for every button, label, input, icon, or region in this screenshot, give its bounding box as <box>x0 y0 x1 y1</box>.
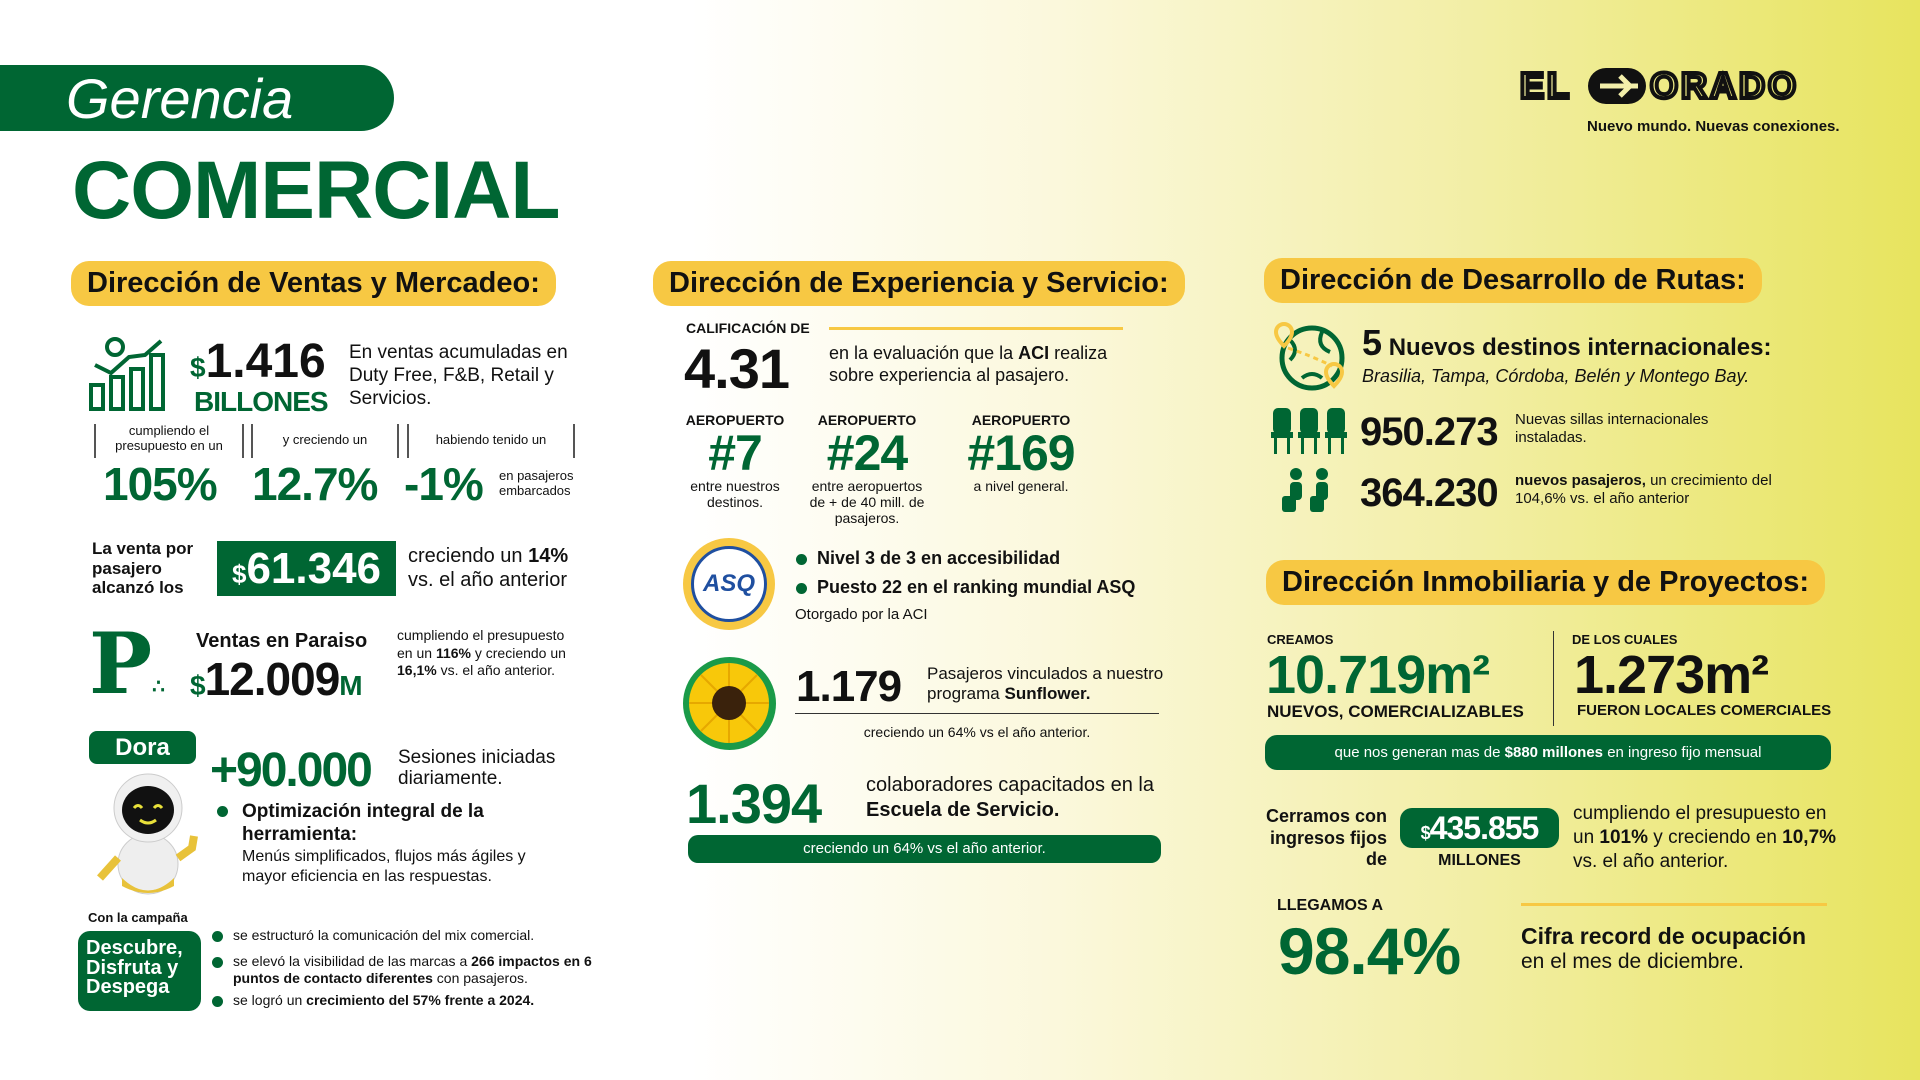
section-rutas-title: Dirección de Desarrollo de Rutas: <box>1264 258 1762 303</box>
logo-tagline: Nuevo mundo. Nuevas conexiones. <box>1587 118 1840 135</box>
dora-bullet: Optimización integral de la herramienta: Menús simplificados, flujos más ágiles y mayor eficiencia en las respuestas. <box>217 801 557 887</box>
asq-bullet-2: Puesto 22 en el ranking mundial ASQ <box>796 577 1135 598</box>
of-which-desc: FUERON LOCALES COMERCIALES <box>1577 702 1832 719</box>
pax-desc: nuevos pasajeros, un crecimiento del 104,6% vs. el año anterior <box>1515 472 1772 507</box>
of-which-value: 1.273m² <box>1574 645 1769 705</box>
inmob-divider <box>1553 631 1554 726</box>
stat-label-1: cumpliendo el presupuesto en un <box>94 424 244 458</box>
sales-chart-icon <box>89 335 167 416</box>
paraiso-title: Ventas en Paraiso <box>196 630 368 652</box>
stat-suffix-3: en pasajeros embarcados <box>499 468 574 498</box>
created-value: 10.719m² <box>1266 645 1490 705</box>
eldorado-logo <box>1520 66 1838 111</box>
occupancy-divider <box>1521 903 1827 906</box>
rank-item: AEROPUERTO #7 entre nuestros destinos. <box>685 412 785 511</box>
sunflower-desc: Pasajeros vinculados a nuestro programa Sunflower. <box>927 664 1164 704</box>
svg-text:EL: EL <box>1520 66 1573 106</box>
stat-label-3: habiendo tenido un <box>407 424 575 458</box>
closed-value: $435.855 <box>1400 808 1559 848</box>
campaign-bullet: se elevó la visibilidad de las marcas a 266 impactos en 6 puntos de contacto diferentes con pasajeros. <box>212 953 592 987</box>
sunflower-divider <box>795 713 1159 714</box>
sales-desc: En ventas acumuladas en Duty Free, F&B, Retail y Servicios. <box>349 342 568 409</box>
dora-sessions: +90.000 <box>210 744 371 797</box>
dora-robot-icon <box>92 768 204 901</box>
asq-bullet-1: Nivel 3 de 3 en accesibilidad <box>796 548 1060 569</box>
pax-value: 364.230 <box>1360 471 1498 515</box>
paraiso-value: $12.009M <box>190 653 362 705</box>
school-desc: colaboradores capacitados en la Escuela de Servicio. <box>866 774 1154 821</box>
rating-divider <box>829 327 1123 330</box>
rank-item: AEROPUERTO #169 a nivel general. <box>967 412 1075 494</box>
gerencia-title: Gerencia <box>66 67 294 130</box>
occupancy-value: 98.4% <box>1278 914 1461 988</box>
sunflower-icon <box>683 657 776 750</box>
school-growth-bar: creciendo un 64% vs el año anterior. <box>688 835 1161 863</box>
rating-value: 4.31 <box>684 337 789 400</box>
per-pax-growth: creciendo un 14% vs. el año anterior <box>408 545 569 591</box>
income-bar: que nos generan mas de $880 millones en ingreso fijo mensual <box>1265 735 1831 770</box>
closed-unit: MILLONES <box>1438 852 1521 869</box>
dora-badge: Dora <box>89 731 196 764</box>
dest-title: 5 Nuevos destinos internacionales: <box>1362 322 1772 363</box>
of-which-label: DE LOS CUALES <box>1572 632 1678 647</box>
page-title: COMERCIAL <box>72 145 560 236</box>
per-pax-label: La venta por pasajero alcanzó los <box>92 539 194 598</box>
created-desc: NUEVOS, COMERCIALIZABLES <box>1267 702 1524 721</box>
campaign-bullet: se estructuró la comunicación del mix comercial. <box>212 927 592 944</box>
school-value: 1.394 <box>686 772 822 835</box>
rating-desc: en la evaluación que la ACI realiza sobre experiencia al pasajero. <box>829 343 1108 385</box>
section-ventas-title: Dirección de Ventas y Mercadeo: <box>71 261 556 306</box>
section-inmobiliaria-title: Dirección Inmobiliaria y de Proyectos: <box>1266 560 1825 605</box>
stat-label-2: y creciendo un <box>251 424 399 458</box>
bullet-icon <box>217 806 228 817</box>
dest-list: Brasilia, Tampa, Córdoba, Belén y Montego Bay. <box>1362 366 1750 386</box>
closed-desc: cumpliendo el presupuesto en un 101% y creciendo en 10,7% vs. el año anterior. <box>1573 803 1837 872</box>
sales-amount: $1.416 <box>190 335 326 388</box>
occupancy-title: Cifra record de ocupación <box>1521 923 1807 949</box>
campaign-bullets <box>212 927 592 1009</box>
section-experiencia-title: Dirección de Experiencia y Servicio: <box>653 261 1185 306</box>
globe-route-icon <box>1272 320 1348 401</box>
sunflower-growth: creciendo un 64% vs el año anterior. <box>863 724 1091 740</box>
asq-badge-icon: ASQ <box>683 538 775 630</box>
occupancy-desc: en el mes de diciembre. <box>1521 950 1744 973</box>
passengers-icon <box>1280 468 1340 519</box>
stat-value-3: -1% <box>404 458 483 510</box>
asq-note: Otorgado por la ACI <box>795 606 928 623</box>
seats-icon <box>1271 408 1349 459</box>
rank-item: AEROPUERTO #24 entre aeropuertos de + de 40 mill. de pasajeros. <box>809 412 925 527</box>
svg-text:ORADO: ORADO <box>1650 66 1799 106</box>
dora-sessions-desc: Sesiones iniciadas diariamente. <box>398 747 556 789</box>
campaign-name-badge: Descubre, Disfruta y Despega <box>78 931 201 1011</box>
rating-label: CALIFICACIÓN DE <box>686 320 810 336</box>
closed-label: Cerramos con ingresos fijos de <box>1265 806 1387 870</box>
per-pax-value: $61.346 <box>217 541 396 596</box>
created-label: CREAMOS <box>1267 632 1334 647</box>
stat-value-1: 105% <box>103 458 217 510</box>
campaign-intro: Con la campaña <box>88 910 188 925</box>
seats-desc: Nuevas sillas internacionales instaladas. <box>1515 411 1709 446</box>
stat-value-2: 12.7% <box>252 458 378 510</box>
paraiso-desc: cumpliendo el presupuesto en un 116% y creciendo un 16,1% vs. el año anterior. <box>397 627 566 678</box>
occupancy-label: LLEGAMOS A <box>1277 897 1384 914</box>
sunflower-value: 1.179 <box>796 662 902 711</box>
paraiso-logo-icon: P∴ <box>89 614 165 713</box>
campaign-bullet: se logró un crecimiento del 57% frente a 2024. <box>212 992 592 1009</box>
sales-unit: BILLONES <box>194 386 328 417</box>
seats-value: 950.273 <box>1360 410 1498 454</box>
